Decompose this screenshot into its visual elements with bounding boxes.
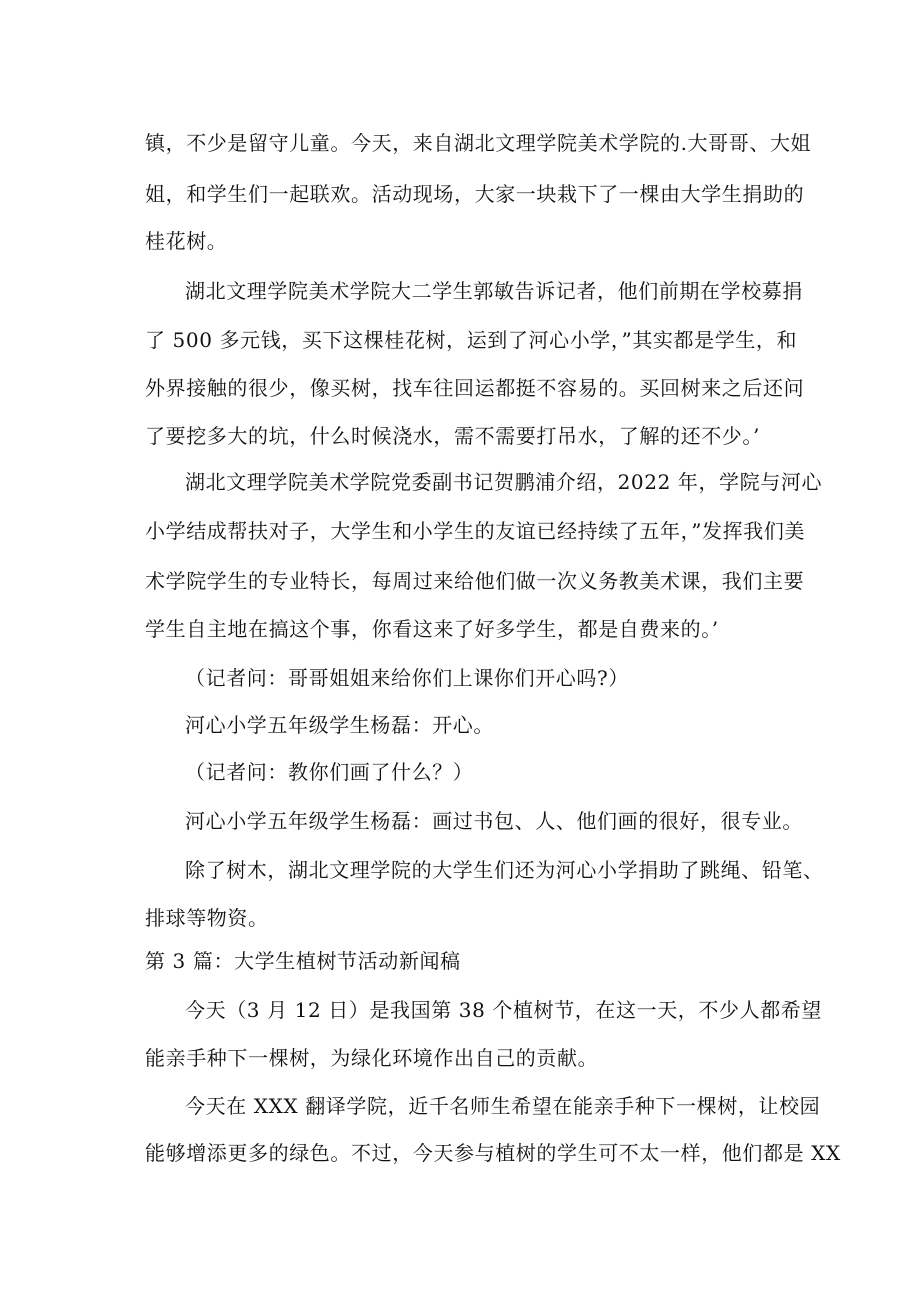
text-line: 湖北文理学院美术学院大二学生郭敏告诉记者，他们前期在学校募捐	[185, 279, 803, 303]
text-line: 了 500 多元钱，买下这棵桂花树，运到了河心小学，”其实都是学生，和	[145, 328, 798, 352]
text-line: 镇，不少是留守儿童。今天，来自湖北文理学院美术学院的.大哥哥、大姐	[145, 131, 812, 155]
section-heading: 第 3 篇：大学生植树节活动新闻稿	[145, 949, 461, 973]
text-line: 小学结成帮扶对子，大学生和小学生的友谊已经持续了五年，”发挥我们美	[145, 519, 806, 543]
text-line: 术学院学生的专业特长，每周过来给他们做一次义务教美术课，我们主要	[145, 569, 805, 593]
text-line: 能亲手种下一棵树，为绿化环境作出自己的贡献。	[145, 1046, 599, 1070]
text-line: （记者问：教你们画了什么？）	[185, 760, 474, 784]
text-line: 河心小学五年级学生杨磊：开心。	[185, 713, 494, 737]
text-line: 外界接触的很少，像买树，找车往回运都挺不容易的。买回树来之后还问	[145, 376, 805, 400]
text-line: 今天（3 月 12 日）是我国第 38 个植树节，在这一天，不少人都希望	[185, 998, 823, 1022]
text-line: 学生自主地在搞这个事，你看这来了好多学生，都是自费来的。’	[145, 617, 719, 641]
text-line: 今天在 XXX 翻译学院，近千名师生希望在能亲手种下一棵树，让校园	[185, 1094, 821, 1118]
text-line: 桂花树。	[145, 229, 228, 253]
text-line: 湖北文理学院美术学院党委副书记贺鹏浦介绍，2022 年，学院与河心	[185, 470, 823, 494]
text-line: 能够增添更多的绿色。不过，今天参与植树的学生可不太一样，他们都是 XX	[145, 1141, 841, 1165]
text-line: 姐，和学生们一起联欢。活动现场，大家一块栽下了一棵由大学生捐助的	[145, 182, 805, 206]
text-line: （记者问：哥哥姐姐来给你们上课你们开心吗?）	[185, 666, 629, 690]
text-line: 排球等物资。	[145, 906, 269, 930]
text-line: 了要挖多大的坑，什么时候浇水，需不需要打吊水，了解的还不少。’	[145, 424, 760, 448]
text-line: 除了树木，湖北文理学院的大学生们还为河心小学捐助了跳绳、铅笔、	[185, 858, 824, 882]
text-line: 河心小学五年级学生杨磊：画过书包、人、他们画的很好，很专业。	[185, 809, 803, 833]
